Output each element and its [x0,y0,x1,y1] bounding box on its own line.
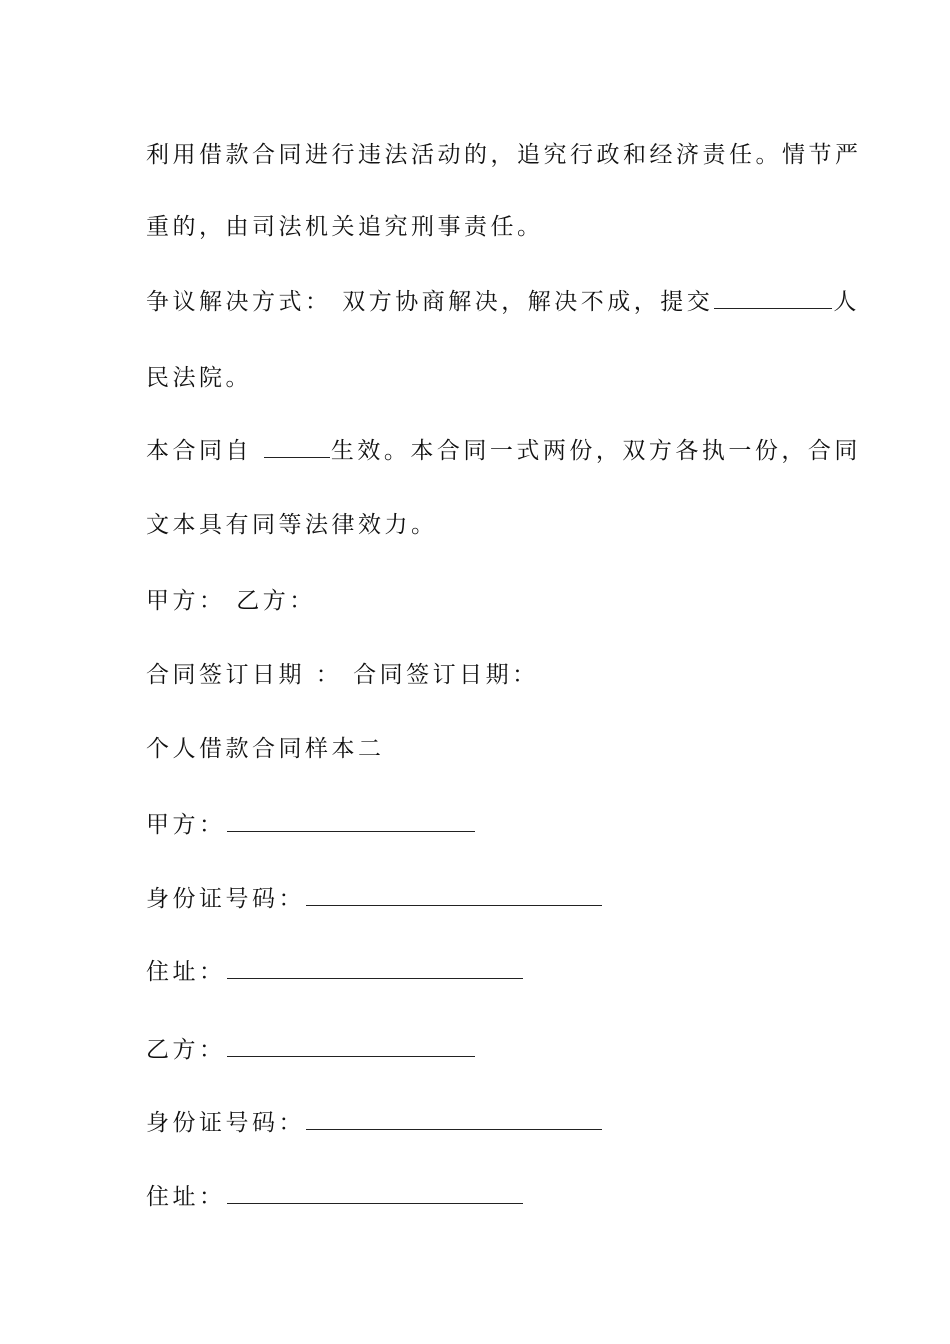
field-party-a-id [146,884,603,914]
party-a-address-label: 住址： [146,959,226,985]
text-line-criminal-liability: 重的，由司法机关追究刑事责任。 [146,214,544,240]
party-b-id-label: 身份证号码： [146,1110,305,1136]
party-a-id-blank [306,885,602,906]
party-b-label: 乙方： [146,1037,226,1063]
effective-date-blank [264,437,330,458]
text-line-illegal-use: 利用借款合同进行违法活动的，追究行政和经济责任。情节严 [146,142,862,168]
dispute-resolution-text: 争议解决方式： 双方协商解决，解决不成，提交 [146,289,714,315]
field-party-a-address [146,957,524,987]
party-a-id-label: 身份证号码： [146,886,305,912]
effective-text-suffix: 生效。本合同一式两份，双方各执一份，合同 [330,438,861,464]
party-b-address-label: 住址： [146,1184,226,1210]
effective-text-prefix: 本合同自 [146,438,263,464]
party-b-address-blank [227,1183,523,1204]
text-line-court: 民法院。 [146,365,252,391]
party-a-label: 甲方： [146,812,226,838]
party-a-address-blank [227,958,523,979]
text-line-effective [146,436,861,466]
section-title-sample-two: 个人借款合同样本二 [146,736,385,762]
field-party-a [146,810,476,840]
party-b-blank [227,1036,475,1057]
dispute-resolution-suffix: 人 [833,289,860,315]
text-line-signing-date: 合同签订日期 ： 合同签订日期： [146,662,539,688]
text-line-legal-effect: 文本具有同等法律效力。 [146,512,438,538]
text-line-dispute-resolution [146,287,860,317]
party-a-blank [227,811,475,832]
field-party-b-address [146,1182,524,1212]
text-line-parties: 甲方： 乙方： [146,588,316,614]
party-b-id-blank [306,1109,602,1130]
field-party-b-id [146,1108,603,1138]
field-party-b [146,1035,476,1065]
court-name-blank [714,288,832,309]
